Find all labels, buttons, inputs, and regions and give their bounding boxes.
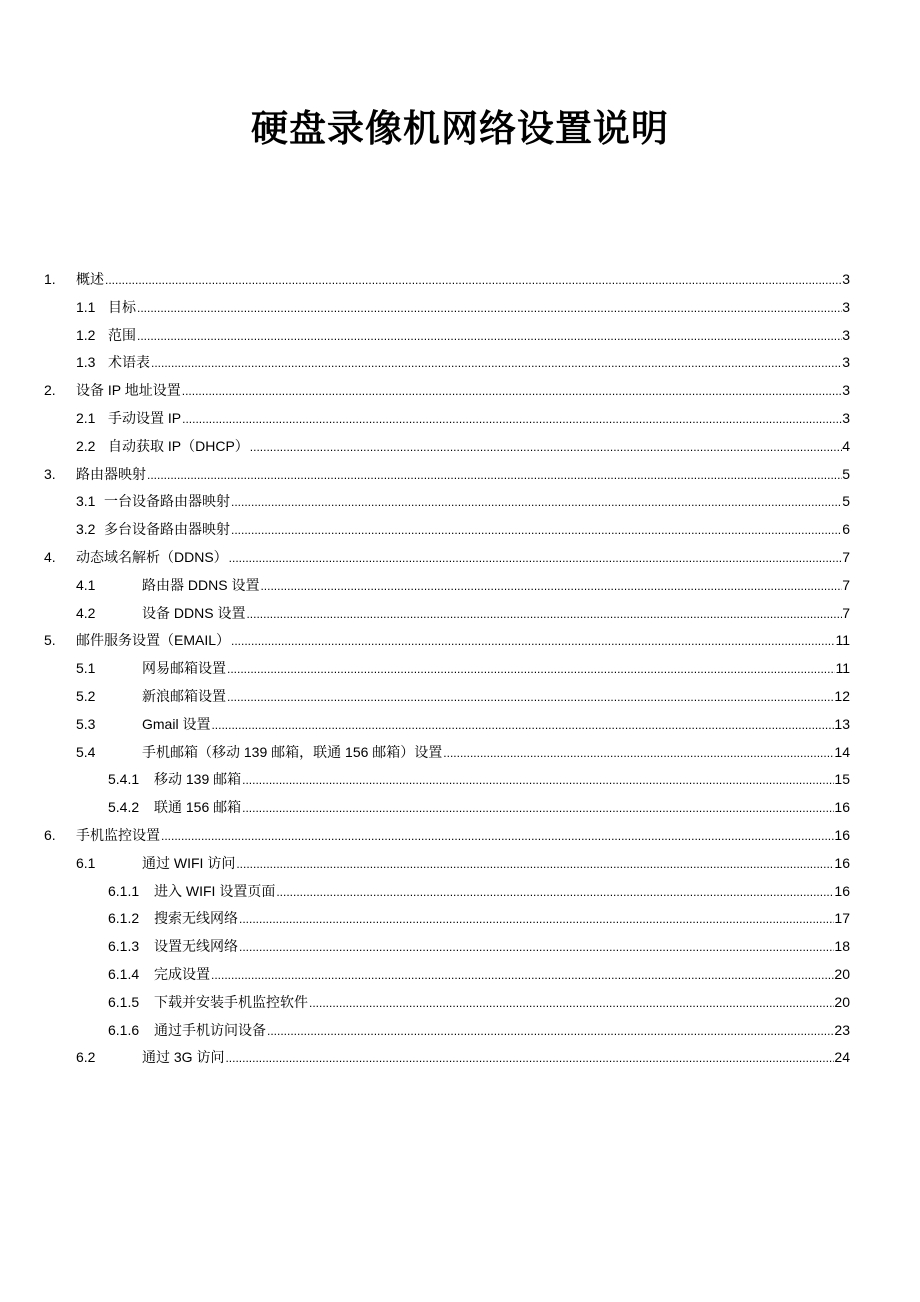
toc-entry-number: 6.1.2	[108, 910, 140, 927]
toc-entry-number: 6.	[44, 827, 56, 843]
toc-entry-page-number: 16	[834, 882, 850, 899]
toc-entry-page-number: 3	[842, 326, 850, 343]
toc-dot-leader	[242, 794, 834, 822]
toc-dot-leader	[231, 488, 842, 516]
toc-entry-title: Gmail 设置	[142, 715, 211, 732]
toc-entry-title: 通过 3G 访问	[142, 1049, 225, 1066]
toc-entry-page-number: 23	[834, 1021, 850, 1038]
toc-entry[interactable]	[76, 682, 850, 710]
toc-entry-number: 6.1	[76, 854, 96, 871]
toc-entry-number: 5.2	[76, 688, 96, 704]
toc-entry-number: 4.	[44, 549, 56, 565]
toc-entry-number: 1.	[44, 271, 56, 287]
toc-entry-page-number: 3	[842, 354, 850, 371]
toc-dot-leader	[227, 655, 835, 683]
toc-entry-page-number: 3	[842, 298, 850, 315]
toc-entry-page-number: 12	[834, 688, 850, 704]
toc-dot-leader	[276, 878, 834, 906]
toc-dot-leader	[260, 572, 842, 600]
toc-entry-number: 6.1.1	[108, 882, 140, 899]
toc-entry-title: 目标	[108, 298, 136, 315]
toc-entry-page-number: 5	[842, 493, 850, 510]
toc-entry-page-number: 16	[834, 799, 850, 816]
toc-entry-title: 设置无线网络	[154, 938, 238, 955]
toc-entry[interactable]	[76, 348, 850, 376]
toc-entry[interactable]	[76, 1043, 850, 1071]
toc-entry[interactable]	[108, 793, 850, 821]
toc-entry-number: 5.4.2	[108, 799, 140, 816]
toc-entry-number: 3.1	[76, 493, 96, 510]
toc-entry[interactable]	[108, 960, 850, 988]
toc-entry-number: 6.1.5	[108, 993, 140, 1010]
toc-dot-leader	[161, 822, 834, 850]
toc-entry-title: 邮件服务设置（EMAIL）	[76, 632, 231, 649]
toc-entry-title: 手机监控设置	[76, 827, 160, 843]
toc-dot-leader	[105, 266, 842, 294]
toc-entry-number: 5.	[44, 632, 56, 649]
toc-entry[interactable]	[108, 765, 850, 793]
toc-entry-page-number: 20	[834, 966, 850, 982]
toc-entry[interactable]	[44, 460, 850, 488]
toc-dot-leader	[137, 322, 842, 350]
toc-entry[interactable]	[76, 738, 850, 766]
toc-entry-title: 手动设置 IP	[108, 410, 182, 426]
toc-entry[interactable]	[76, 599, 850, 627]
toc-entry-title: 多台设备路由器映射	[104, 521, 230, 538]
toc-entry-title: 完成设置	[154, 966, 210, 982]
toc-entry[interactable]	[76, 432, 850, 460]
toc-entry-page-number: 17	[834, 910, 850, 927]
toc-dot-leader	[182, 377, 842, 405]
toc-entry[interactable]	[76, 710, 850, 738]
toc-entry-page-number: 3	[842, 271, 850, 287]
toc-dot-leader	[211, 961, 834, 989]
toc-entry-page-number: 7	[842, 604, 850, 621]
toc-entry-number: 3.2	[76, 521, 96, 538]
toc-entry[interactable]	[76, 849, 850, 877]
toc-entry[interactable]	[44, 543, 850, 571]
toc-entry-title: 新浪邮箱设置	[142, 688, 226, 704]
toc-entry-page-number: 13	[834, 715, 850, 732]
toc-entry-page-number: 18	[834, 938, 850, 955]
toc-dot-leader	[227, 683, 834, 711]
toc-entry-title: 范围	[108, 326, 136, 343]
toc-entry-title: 移动 139 邮箱	[154, 771, 242, 788]
toc-dot-leader	[309, 989, 834, 1017]
toc-entry-number: 2.	[44, 382, 56, 399]
toc-entry-page-number: 6	[842, 521, 850, 538]
toc-entry-page-number: 20	[834, 993, 850, 1010]
toc-entry-page-number: 16	[834, 854, 850, 871]
toc-entry-number: 3.	[44, 465, 56, 482]
toc-entry[interactable]	[108, 877, 850, 905]
toc-dot-leader	[151, 349, 842, 377]
toc-entry-title: 设备 DDNS 设置	[142, 604, 246, 621]
toc-entry-number: 2.1	[76, 410, 96, 426]
toc-entry-page-number: 3	[842, 382, 850, 399]
toc-entry-number: 4.2	[76, 604, 96, 621]
toc-entry-number: 1.3	[76, 354, 96, 371]
toc-entry-title: 设备 IP 地址设置	[76, 382, 181, 399]
toc-entry-page-number: 16	[834, 827, 850, 843]
toc-entry-page-number: 15	[834, 771, 850, 788]
toc-entry-title: 概述	[76, 271, 104, 287]
toc-entry-title: 路由器 DDNS 设置	[142, 576, 260, 593]
toc-dot-leader	[250, 433, 842, 461]
toc-entry[interactable]	[44, 376, 850, 404]
toc-dot-leader	[231, 627, 835, 655]
toc-entry-number: 6.2	[76, 1049, 96, 1066]
toc-entry-number: 2.2	[76, 437, 96, 454]
toc-entry-number: 1.2	[76, 326, 96, 343]
toc-dot-leader	[443, 739, 834, 767]
toc-entry[interactable]	[76, 571, 850, 599]
toc-entry-title: 自动获取 IP（DHCP）	[108, 437, 249, 454]
toc-entry-page-number: 24	[834, 1049, 850, 1066]
toc-dot-leader	[147, 461, 842, 489]
toc-entry-number: 1.1	[76, 298, 96, 315]
toc-entry-title: 术语表	[108, 354, 150, 371]
toc-entry-number: 6.1.4	[108, 966, 140, 982]
toc-entry-page-number: 7	[842, 576, 850, 593]
toc-entry-title: 搜索无线网络	[154, 910, 238, 927]
toc-entry-number: 5.3	[76, 715, 96, 732]
toc-entry-title: 路由器映射	[76, 465, 146, 482]
toc-entry-number: 5.4.1	[108, 771, 140, 788]
toc-entry-page-number: 5	[842, 465, 850, 482]
toc-entry-title: 通过 WIFI 访问	[142, 854, 236, 871]
toc-entry-number: 5.1	[76, 660, 96, 677]
toc-entry-title: 一台设备路由器映射	[104, 493, 230, 510]
toc-entry-number: 6.1.6	[108, 1021, 140, 1038]
toc-entry-title: 通过手机访问设备	[154, 1021, 266, 1038]
toc-dot-leader	[137, 294, 842, 322]
toc-entry[interactable]	[108, 932, 850, 960]
toc-entry-title: 下载并安装手机监控软件	[154, 993, 308, 1010]
toc-dot-leader	[239, 905, 834, 933]
toc-entry-page-number: 11	[835, 660, 850, 677]
toc-dot-leader	[211, 711, 834, 739]
toc-entry[interactable]	[44, 626, 850, 654]
toc-entry[interactable]	[108, 904, 850, 932]
toc-dot-leader	[236, 850, 834, 878]
toc-entry[interactable]	[108, 1016, 850, 1044]
toc-entry[interactable]	[76, 654, 850, 682]
toc-dot-leader	[182, 405, 842, 433]
toc-entry[interactable]	[76, 404, 850, 432]
toc-entry-number: 4.1	[76, 576, 96, 593]
toc-dot-leader	[242, 766, 834, 794]
toc-entry[interactable]	[76, 487, 850, 515]
toc-dot-leader	[231, 516, 842, 544]
toc-entry-title: 联通 156 邮箱	[154, 799, 242, 816]
toc-entry-title: 手机邮箱（移动 139 邮箱，联通 156 邮箱）设置	[142, 743, 443, 760]
toc-entry-number: 5.4	[76, 743, 96, 760]
toc-entry-page-number: 3	[842, 410, 850, 426]
toc-entry-title: 网易邮箱设置	[142, 660, 226, 677]
toc-entry[interactable]	[76, 293, 850, 321]
toc-entry-number: 6.1.3	[108, 938, 140, 955]
toc-entry[interactable]	[44, 821, 850, 849]
toc-entry-title: 进入 WIFI 设置页面	[154, 882, 276, 899]
toc-entry-page-number: 14	[834, 743, 850, 760]
document-title: 硬盘录像机网络设置说明	[251, 106, 669, 150]
toc-entry-page-number: 7	[842, 549, 850, 565]
toc-dot-leader	[239, 933, 834, 961]
toc-entry[interactable]	[108, 988, 850, 1016]
toc-dot-leader	[267, 1017, 834, 1045]
toc-dot-leader	[225, 1044, 834, 1072]
toc-entry-page-number: 11	[835, 632, 850, 649]
toc-dot-leader	[229, 544, 843, 572]
toc-dot-leader	[246, 600, 842, 628]
toc-entry-page-number: 4	[842, 437, 850, 454]
toc-entry[interactable]	[44, 265, 850, 293]
toc-entry[interactable]	[76, 321, 850, 349]
toc-entry[interactable]	[76, 515, 850, 543]
toc-entry-title: 动态域名解析（DDNS）	[76, 549, 228, 565]
